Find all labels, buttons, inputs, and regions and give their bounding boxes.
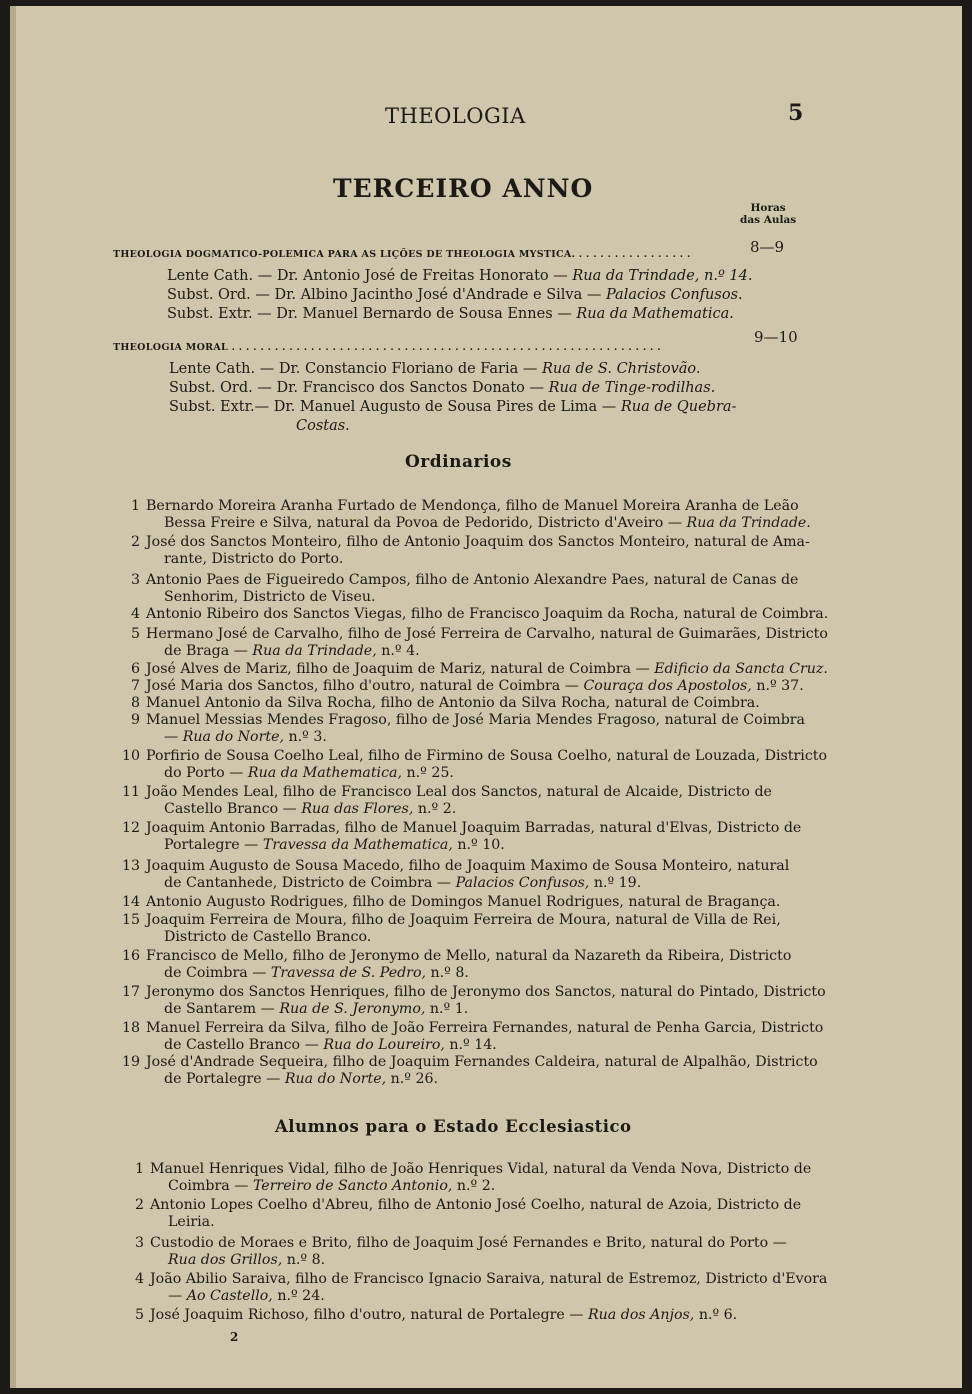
entry-address: Rua dos Anjos, xyxy=(587,1307,695,1323)
entry-text: Joaquim Antonio Barradas, filho de Manuel Joaquim Barradas, natural d'Elvas, Districto de xyxy=(146,820,802,836)
year-title: TERCEIRO ANNO xyxy=(333,174,594,203)
entry-number-suffix: n.º 3. xyxy=(288,729,327,745)
document-page xyxy=(10,6,962,1388)
entry-line xyxy=(164,643,420,659)
lecturer-role: Lente Cath. — xyxy=(167,268,273,284)
entry-line xyxy=(164,729,327,745)
entry-number-suffix: n.º 8. xyxy=(286,1252,326,1268)
lecturer-row xyxy=(167,287,743,303)
entry-address: Couraça dos Apostolos, xyxy=(583,678,752,694)
entry-line xyxy=(150,1161,811,1177)
entry-address: Rua dos Grillos, xyxy=(168,1252,283,1268)
lecturer-address: Rua da Trindade, n.º 14. xyxy=(572,268,753,284)
entry-number: 8 xyxy=(130,695,140,711)
lecturer-row xyxy=(169,361,701,377)
entry-text: de Cantanhede, Districto de Coimbra — xyxy=(164,875,452,891)
entry-text: — xyxy=(164,729,179,745)
entry-text: Joaquim Augusto de Sousa Macedo, filho de Joaquim Maximo de Sousa Monteiro, natural xyxy=(146,858,790,874)
entry-address: Rua de S. Jeronymo, xyxy=(279,1001,426,1017)
entry-line xyxy=(168,1214,215,1230)
entry-number-suffix: n.º 10. xyxy=(457,837,505,853)
entry-line xyxy=(164,965,469,981)
entry-line xyxy=(146,894,780,910)
entry-number: 19 xyxy=(121,1054,140,1070)
entry-number: 11 xyxy=(121,784,140,800)
entry-line xyxy=(146,748,827,764)
entry-number: 13 xyxy=(121,858,140,874)
entry-number-suffix: n.º 6. xyxy=(698,1307,738,1323)
entry-line xyxy=(150,1235,787,1251)
lecturer-address: Rua de Quebra- xyxy=(620,399,737,415)
entry-text: Hermano José de Carvalho, filho de José Ferreira de Carvalho, natural de Guimarães, Districto xyxy=(146,626,828,642)
entry-number: 15 xyxy=(121,912,140,928)
entry-line xyxy=(164,765,454,781)
entry-line xyxy=(164,1071,438,1087)
lecturer-name: Dr. Manuel Augusto de Sousa Pires de Lima — xyxy=(273,399,617,415)
entry-text: José Alves de Mariz, filho de Joaquim de Mariz, natural de Coimbra — xyxy=(146,661,650,677)
entry-text: Leiria. xyxy=(168,1214,215,1230)
entry-number-suffix: n.º 25. xyxy=(406,765,454,781)
entry-text: de Castello Branco — xyxy=(164,1037,319,1053)
entry-text: de Braga — xyxy=(164,643,248,659)
lecturer-role: Subst. Extr.— xyxy=(169,399,270,415)
entry-line xyxy=(168,1178,495,1194)
entry-number-suffix: n.º 1. xyxy=(429,1001,469,1017)
entry-text: de Coimbra — xyxy=(164,965,267,981)
entry-line xyxy=(146,498,799,514)
entry-number: 12 xyxy=(121,820,140,836)
entry-text: Antonio Lopes Coelho d'Abreu, filho de Antonio José Coelho, natural de Azoia, Districto de xyxy=(150,1197,802,1213)
course-subject: THEOLOGIA MORAL . . . . . . . . . . . . . . . . . . . . . . . . . . . . . . . . . . . . . . . . . . . . . . . . . . . . . . . . . . . . xyxy=(113,342,661,353)
entry-line xyxy=(146,534,810,550)
entry-text: de Portalegre — xyxy=(164,1071,281,1087)
lecturer-address: Rua de Tinge-rodilhas. xyxy=(548,380,716,396)
lecturer-row xyxy=(167,306,734,322)
entry-text: Portalegre — xyxy=(164,837,259,853)
entry-line xyxy=(168,1288,325,1304)
lecturer-name: Dr. Antonio José de Freitas Honorato — xyxy=(276,268,568,284)
entry-line xyxy=(146,695,760,711)
entry-number: 14 xyxy=(121,894,140,910)
entry-line xyxy=(146,678,804,694)
entry-text: Antonio Augusto Rodrigues, filho de Domingos Manuel Rodrigues, natural de Bragança. xyxy=(146,894,781,910)
lecturer-row xyxy=(169,399,736,415)
entry-text: Joaquim Ferreira de Moura, filho de Joaquim Ferreira de Moura, natural de Villa de Rei, xyxy=(146,912,781,928)
entry-line xyxy=(164,801,456,817)
entry-text: José Maria dos Sanctos, filho d'outro, natural de Coimbra — xyxy=(146,678,579,694)
entry-text: José Joaquim Richoso, filho d'outro, natural de Portalegre — xyxy=(150,1307,584,1323)
lecturer-address: Rua de S. Christovão. xyxy=(541,361,701,377)
entry-number-suffix: n.º 2. xyxy=(417,801,457,817)
lecturer-name: Dr. Constancio Floriano de Faria — xyxy=(278,361,538,377)
entry-text: José dos Sanctos Monteiro, filho de Antonio Joaquim dos Sanctos Monteiro, natural de Ama- xyxy=(146,534,810,550)
entry-text: Manuel Antonio da Silva Rocha, filho de Antonio da Silva Rocha, natural de Coimbra. xyxy=(146,695,760,711)
entry-text: João Mendes Leal, filho de Francisco Leal dos Sanctos, natural de Alcaide, Districto de xyxy=(146,784,772,800)
entry-address: Terreiro de Sancto Antonio, xyxy=(252,1178,453,1194)
entry-text: Manuel Messias Mendes Fragoso, filho de José Maria Mendes Fragoso, natural de Coimbra xyxy=(146,712,806,728)
course-hours: 8—9 xyxy=(750,238,785,256)
page-number: 5 xyxy=(788,100,804,126)
hours-column-header xyxy=(740,202,796,226)
entry-number-suffix: n.º 19. xyxy=(593,875,642,891)
entry-line xyxy=(146,984,826,1000)
entry-text: Districto de Castello Branco. xyxy=(164,929,372,945)
entry-number-suffix: n.º 8. xyxy=(430,965,469,981)
entry-address: Travessa de S. Pedro, xyxy=(270,965,427,981)
entry-text: Porfirio de Sousa Coelho Leal, filho de Firmino de Sousa Coelho, natural de Louzada, Districto xyxy=(146,748,828,764)
footer-signature-mark: 2 xyxy=(230,1330,239,1344)
entry-line xyxy=(146,912,781,928)
entry-address: Palacios Confusos, xyxy=(455,875,590,891)
page-edge xyxy=(10,6,16,1388)
entry-text: Castello Branco — xyxy=(164,801,297,817)
entry-address: Rua da Trindade. xyxy=(686,515,811,531)
entry-text: Coimbra — xyxy=(168,1178,249,1194)
entry-number-suffix: n.º 14. xyxy=(449,1037,497,1053)
entry-text: Antonio Ribeiro dos Sanctos Viegas, filho de Francisco Joaquim da Rocha, natural de Coimbra. xyxy=(146,606,829,622)
entry-line xyxy=(164,929,371,945)
entry-text: Jeronymo dos Sanctos Henriques, filho de Jeronymo dos Sanctos, natural do Pintado, Districto xyxy=(146,984,826,1000)
entry-line xyxy=(164,551,343,567)
entry-number: 1 xyxy=(130,498,140,514)
entry-line xyxy=(146,948,791,964)
entry-number: 1 xyxy=(134,1161,144,1177)
lecturer-name: Dr. Francisco dos Sanctos Donato — xyxy=(276,380,544,396)
page-header-title: THEOLOGIA xyxy=(385,104,526,128)
entry-text: do Porto — xyxy=(164,765,244,781)
entry-number-suffix: n.º 37. xyxy=(756,678,804,694)
section-title-ordinarios: Ordinarios xyxy=(405,452,512,472)
entry-address: Rua das Flores, xyxy=(301,801,414,817)
lecturer-row xyxy=(167,268,752,284)
entry-number-suffix: n.º 4. xyxy=(381,643,420,659)
entry-line xyxy=(150,1197,801,1213)
entry-text: Manuel Ferreira da Silva, filho de João Ferreira Fernandes, natural de Penha Garcia, Districto xyxy=(146,1020,824,1036)
entry-line xyxy=(164,837,505,853)
entry-text: Manuel Henriques Vidal, filho de João Henriques Vidal, natural da Venda Nova, Districto de xyxy=(150,1161,812,1177)
entry-text: de Santarem — xyxy=(164,1001,275,1017)
entry-address: Rua da Trindade, xyxy=(252,643,377,659)
entry-line xyxy=(164,875,641,891)
entry-line xyxy=(146,661,828,677)
lecturer-role: Subst. Ord. — xyxy=(167,287,270,303)
entry-address: Rua do Norte, xyxy=(284,1071,387,1087)
entry-text: Bessa Freire e Silva, natural da Povoa de Pedorido, Districto d'Aveiro — xyxy=(164,515,683,531)
entry-line xyxy=(150,1307,737,1323)
lecturer-name: Dr. Manuel Bernardo de Sousa Ennes — xyxy=(276,306,572,322)
entry-address: Travessa da Mathematica, xyxy=(262,837,453,853)
lecturer-role: Subst. Extr. — xyxy=(167,306,272,322)
course-hours: 9—10 xyxy=(754,328,798,346)
lecturer-name: Dr. Albino Jacintho José d'Andrade e Silva — xyxy=(274,287,602,303)
entry-line xyxy=(164,1001,468,1017)
entry-line xyxy=(146,784,772,800)
hours-header-line2: das Aulas xyxy=(740,214,797,226)
entry-number: 7 xyxy=(130,678,140,694)
entry-number: 6 xyxy=(130,661,140,677)
entry-text: Antonio Paes de Figueiredo Campos, filho de Antonio Alexandre Paes, natural de Canas de xyxy=(146,572,799,588)
entry-line xyxy=(164,515,811,531)
entry-number: 4 xyxy=(130,606,140,622)
lecturer-address: Palacios Confusos. xyxy=(605,287,743,303)
entry-line xyxy=(146,1020,823,1036)
entry-text: João Abilio Saraiva, filho de Francisco Ignacio Saraiva, natural de Estremoz, Districto d'Evora xyxy=(150,1271,828,1287)
entry-text: rante, Districto do Porto. xyxy=(164,551,344,567)
entry-number-suffix: n.º 24. xyxy=(277,1288,325,1304)
entry-line xyxy=(146,1054,818,1070)
entry-address: Rua do Loureiro, xyxy=(323,1037,445,1053)
course-subject: THEOLOGIA DOGMATICO-POLEMICA PARA AS LIÇÕES DE THEOLOGIA MYSTICA. . . . . . . . . . . . . . . . . xyxy=(113,249,691,260)
entry-line xyxy=(150,1271,827,1287)
entry-number: 9 xyxy=(130,712,140,728)
lecturer-address: Rua da Mathematica. xyxy=(576,306,734,322)
entry-text: José d'Andrade Sequeira, filho de Joaquim Fernandes Caldeira, natural de Alpalhão, Districto xyxy=(146,1054,818,1070)
lecturer-row xyxy=(169,380,715,396)
entry-number: 5 xyxy=(130,626,140,642)
entry-number: 3 xyxy=(134,1235,144,1251)
entry-number: 2 xyxy=(134,1197,144,1213)
lecturer-address-continued: Costas. xyxy=(296,418,350,434)
entry-line xyxy=(168,1252,325,1268)
entry-number: 2 xyxy=(130,534,140,550)
entry-number: 4 xyxy=(134,1271,144,1287)
entry-line xyxy=(164,589,375,605)
entry-address: Edificio da Sancta Cruz. xyxy=(654,661,828,677)
entry-address: Rua do Norte, xyxy=(182,729,284,745)
entry-number: 10 xyxy=(121,748,140,764)
entry-number: 17 xyxy=(121,984,140,1000)
entry-number-suffix: n.º 26. xyxy=(390,1071,439,1087)
entry-address: Rua da Mathematica, xyxy=(247,765,403,781)
entry-line xyxy=(146,820,801,836)
entry-number: 3 xyxy=(130,572,140,588)
entry-number: 5 xyxy=(134,1307,144,1323)
entry-number: 16 xyxy=(121,948,140,964)
lecturer-role: Subst. Ord. — xyxy=(169,380,272,396)
hours-header-line1: Horas xyxy=(750,202,786,214)
entry-line xyxy=(164,1037,497,1053)
entry-line xyxy=(146,606,828,622)
entry-line xyxy=(146,858,789,874)
lecturer-role: Lente Cath. — xyxy=(169,361,275,377)
entry-text: Custodio de Moraes e Brito, filho de Joaquim José Fernandes e Brito, natural do Porto — xyxy=(150,1235,787,1251)
entry-address: Ao Castello, xyxy=(186,1288,273,1304)
entry-line xyxy=(146,572,798,588)
entry-text: — xyxy=(168,1288,183,1304)
section-title-alumnos: Alumnos para o Estado Ecclesiastico xyxy=(275,1117,632,1136)
entry-text: Bernardo Moreira Aranha Furtado de Mendonça, filho de Manuel Moreira Aranha de Leão xyxy=(146,498,799,514)
entry-number-suffix: n.º 2. xyxy=(456,1178,496,1194)
entry-line xyxy=(146,712,805,728)
entry-line xyxy=(146,626,828,642)
entry-number: 18 xyxy=(121,1020,140,1036)
entry-text: Francisco de Mello, filho de Jeronymo de Mello, natural da Nazareth da Ribeira, Districto xyxy=(146,948,792,964)
entry-text: Senhorim, Districto de Viseu. xyxy=(164,589,376,605)
